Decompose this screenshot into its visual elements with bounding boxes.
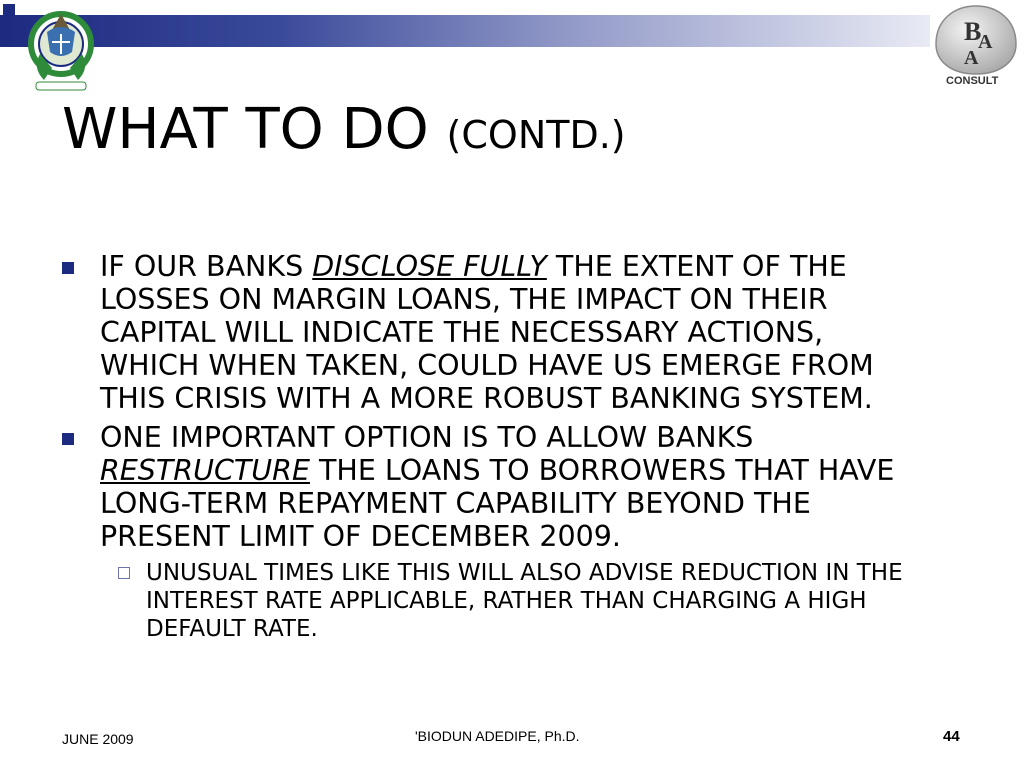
institution-seal-logo bbox=[22, 2, 100, 94]
logo-caption: CONSULT bbox=[946, 75, 999, 87]
square-bullet-icon bbox=[62, 433, 74, 445]
bullet-text-after: THE EXTENT OF THE LOSSES ON MARGIN LOANS, THE IMPACT ON THEIR CAPITAL WILL INDICATE THE NECESSARY ACTIONS, WHICH WHEN TAKEN, COULD HAVE US EMERGE FROM THIS CRISIS WITH A MORE ROBUST BANKING SYSTEM. bbox=[100, 250, 874, 415]
footer-page-number: 44 bbox=[943, 728, 960, 745]
slide-title-suffix: (CONTD.) bbox=[446, 113, 626, 157]
hollow-square-bullet-icon bbox=[118, 567, 130, 579]
corner-square bbox=[3, 4, 15, 16]
bullet-list bbox=[62, 250, 962, 643]
bullet-item bbox=[62, 421, 962, 553]
bullet-text bbox=[100, 250, 930, 415]
header-gradient-bar bbox=[0, 15, 930, 47]
footer-author: 'BIODUN ADEDIPE, Ph.D. bbox=[415, 728, 580, 744]
sub-bullet-text: UNUSUAL TIMES LIKE THIS WILL ALSO ADVISE REDUCTION IN THE INTEREST RATE APPLICABLE, RATHER THAN CHARGING A HIGH DEFAULT RATE. bbox=[146, 560, 903, 642]
svg-text:B: B bbox=[964, 17, 982, 46]
svg-text:A: A bbox=[964, 47, 979, 69]
bullet-item bbox=[62, 250, 962, 415]
square-bullet-icon bbox=[62, 262, 74, 274]
baa-consult-logo bbox=[932, 4, 1020, 90]
footer-date: JUNE 2009 bbox=[62, 731, 134, 747]
sub-bullet-item bbox=[118, 559, 962, 643]
bullet-emphasis: RESTRUCTURE bbox=[100, 454, 310, 487]
slide-title bbox=[62, 92, 626, 173]
svg-text:A: A bbox=[978, 31, 993, 53]
bullet-emphasis: DISCLOSE FULLY bbox=[312, 250, 547, 283]
slide-title-main: WHAT TO DO bbox=[62, 97, 429, 162]
bullet-text-before: IF OUR BANKS bbox=[100, 250, 313, 283]
bullet-text-after: THE LOANS TO BORROWERS THAT HAVE LONG-TERM REPAYMENT CAPABILITY BEYOND THE PRESENT LIMIT OF DECEMBER 2009. bbox=[100, 454, 895, 553]
bullet-text bbox=[100, 421, 930, 553]
bullet-text-before: ONE IMPORTANT OPTION IS TO ALLOW BANKS bbox=[100, 421, 754, 454]
